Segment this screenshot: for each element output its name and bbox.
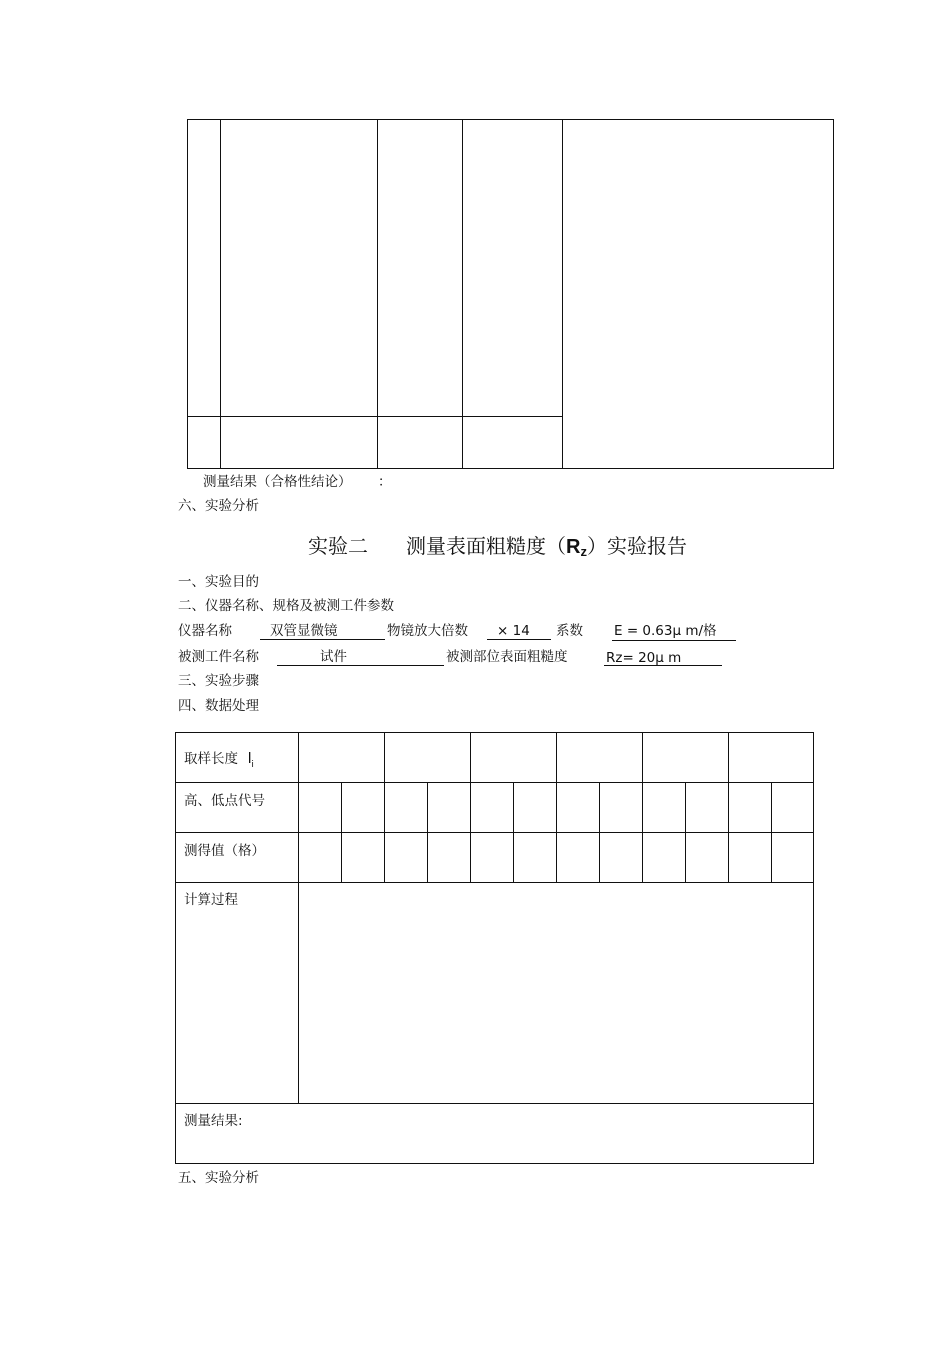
table-row-point-codes — [176, 783, 814, 833]
title-main-post: ）实验报告 — [586, 534, 687, 558]
table-cell[interactable] — [643, 833, 686, 883]
table-cell[interactable] — [729, 833, 772, 883]
roughness-underline — [604, 665, 722, 666]
data-table — [175, 732, 814, 1164]
table-row-measured-values — [176, 833, 814, 883]
row-label-cell — [176, 733, 299, 783]
sampling-length-sub: i — [251, 760, 254, 770]
coefficient-underline — [612, 640, 736, 641]
top-table-row — [187, 416, 563, 417]
roughness-value: Rz= 20μ m — [606, 650, 682, 666]
table-cell[interactable] — [428, 833, 471, 883]
top-result-colon: ： — [378, 474, 392, 490]
table-cell[interactable] — [385, 833, 428, 883]
table-row-calculation — [176, 883, 814, 1104]
table-cell[interactable] — [471, 833, 514, 883]
workpiece-name-value: 试件 — [320, 649, 347, 665]
section-1-heading: 一、实验目的 — [178, 574, 259, 590]
title-symbol: R — [566, 536, 581, 558]
calculation-area[interactable] — [299, 883, 814, 1104]
sampling-length-symbol: l — [248, 750, 252, 767]
result-label: 测量结果: — [184, 1113, 243, 1129]
title-main-pre: 测量表面粗糙度（ — [406, 534, 566, 558]
workpiece-name-label: 被测工件名称 — [178, 649, 259, 665]
point-codes-label: 高、低点代号 — [184, 793, 265, 809]
section-3-heading: 三、实验步骤 — [178, 673, 259, 689]
table-cell[interactable] — [686, 833, 729, 883]
table-cell[interactable] — [299, 733, 385, 783]
section-5-heading: 五、实验分析 — [178, 1170, 259, 1186]
table-cell[interactable] — [514, 833, 557, 883]
table-cell[interactable] — [428, 783, 471, 833]
table-row-sampling-length — [176, 733, 814, 783]
page-title — [308, 534, 687, 564]
table-cell[interactable] — [471, 783, 514, 833]
magnification-underline — [487, 639, 551, 640]
coefficient-label: 系数 — [556, 623, 583, 639]
top-result-label: 测量结果（合格性结论） — [203, 474, 352, 490]
result-cell[interactable] — [176, 1104, 814, 1164]
table-cell[interactable] — [514, 783, 557, 833]
magnification-label: 物镜放大倍数 — [387, 623, 468, 639]
measured-values-label: 测得值（格） — [184, 843, 265, 859]
table-cell[interactable] — [643, 733, 729, 783]
table-cell[interactable] — [342, 833, 385, 883]
table-cell[interactable] — [299, 833, 342, 883]
table-row-result — [176, 1104, 814, 1164]
table-cell[interactable] — [643, 783, 686, 833]
section-2-heading: 二、仪器名称、规格及被测工件参数 — [178, 598, 394, 614]
title-symbol-sub: z — [580, 544, 587, 559]
table-cell[interactable] — [729, 783, 772, 833]
table-cell[interactable] — [557, 833, 600, 883]
table-cell[interactable] — [772, 833, 814, 883]
table-cell[interactable] — [299, 783, 342, 833]
row-label-cell — [176, 783, 299, 833]
title-left: 实验二 — [308, 534, 368, 558]
table-cell[interactable] — [729, 733, 814, 783]
table-cell[interactable] — [772, 783, 814, 833]
magnification-value: × 14 — [497, 623, 530, 639]
table-cell[interactable] — [471, 733, 557, 783]
calculation-label: 计算过程 — [184, 892, 238, 908]
table-cell[interactable] — [557, 783, 600, 833]
coefficient-value: E = 0.63μ m/格 — [614, 623, 717, 639]
table-cell[interactable] — [600, 833, 643, 883]
table-cell[interactable] — [557, 733, 643, 783]
roughness-label: 被测部位表面粗糙度 — [446, 649, 568, 665]
table-cell[interactable] — [600, 783, 643, 833]
sampling-length-label: 取样长度 — [184, 751, 238, 767]
instrument-name-value: 双管显微镜 — [270, 623, 338, 639]
workpiece-name-underline — [277, 665, 444, 666]
instrument-name-underline — [260, 639, 385, 640]
row-label-cell — [176, 833, 299, 883]
row-label-cell — [176, 883, 299, 1104]
table-cell[interactable] — [686, 783, 729, 833]
instrument-name-label: 仪器名称 — [178, 623, 232, 639]
table-cell[interactable] — [342, 783, 385, 833]
section-6-heading: 六、实验分析 — [178, 498, 259, 514]
table-cell[interactable] — [385, 733, 471, 783]
table-cell[interactable] — [385, 783, 428, 833]
section-4-heading: 四、数据处理 — [178, 698, 259, 714]
